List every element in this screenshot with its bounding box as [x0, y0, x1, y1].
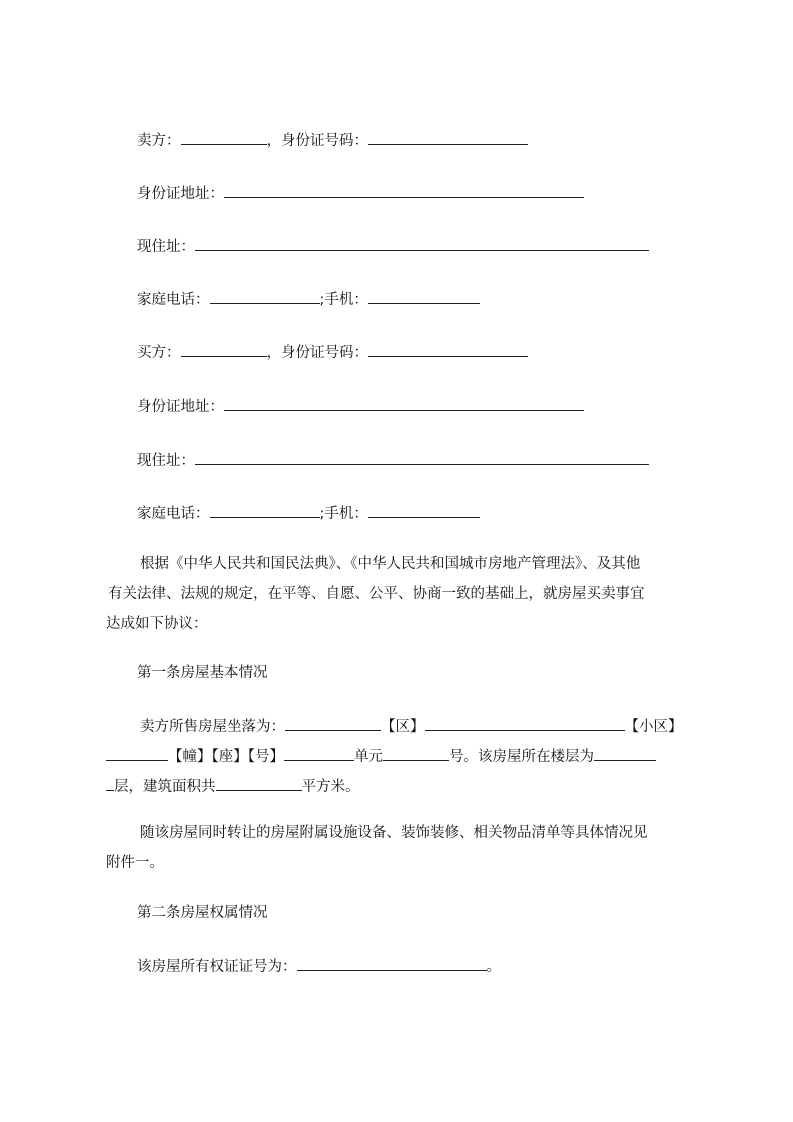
location-row-1: [106, 712, 706, 742]
buyer-label: 买方：: [137, 345, 181, 361]
seller-current-address-label: 现住址：: [137, 239, 195, 255]
buyer-id-label: ，身份证号码：: [266, 345, 368, 361]
attached-items-paragraph: [106, 818, 706, 878]
buyer-name-field[interactable]: [181, 342, 267, 357]
area-field[interactable]: [216, 776, 302, 791]
buyer-mobile-field[interactable]: [368, 503, 480, 518]
seller-id-label: ，身份证号码：: [266, 133, 368, 149]
location-row-2: [106, 742, 706, 772]
seller-mobile-label: ;手机：: [319, 292, 368, 308]
article1-location-paragraph: [106, 712, 706, 802]
certificate-suffix: 。: [486, 959, 501, 975]
seller-phone-field[interactable]: [210, 289, 320, 304]
attached-line-1: 随该房屋同时转让的房屋附属设施设备、装饰装修、相关物品清单等具体情况见: [140, 825, 648, 841]
seller-line: [137, 130, 528, 152]
district-field[interactable]: [425, 716, 625, 731]
community-field[interactable]: [106, 746, 168, 761]
seller-id-field[interactable]: [368, 130, 528, 145]
article2-heading: 第二条房屋权属情况: [137, 905, 268, 921]
seller-phone-label: 家庭电话：: [137, 292, 210, 308]
building-label: 【幢】【座】【号】: [168, 749, 284, 765]
buyer-id-field[interactable]: [368, 342, 528, 357]
certificate-field[interactable]: [297, 956, 487, 971]
buyer-mobile-label: ;手机：: [319, 506, 368, 522]
seller-label: 卖方：: [137, 133, 181, 149]
location-row-3: [106, 772, 706, 802]
certificate-label: 该房屋所有权证证号为：: [137, 959, 297, 975]
seller-id-address-field[interactable]: [224, 183, 584, 198]
buyer-current-address-label: 现住址：: [137, 453, 195, 469]
certificate-line: [137, 956, 501, 978]
number-suffix: 号。该房屋所在楼层为: [449, 749, 594, 765]
buyer-phone-label: 家庭电话：: [137, 506, 210, 522]
seller-name-field[interactable]: [181, 130, 267, 145]
location-field[interactable]: [285, 716, 381, 731]
buyer-phone-field[interactable]: [210, 503, 320, 518]
floor-suffix: 层，建筑面积共: [114, 779, 216, 795]
preamble-line-3: 达成如下协议：: [106, 616, 208, 632]
location-prefix: 卖方所售房屋坐落为：: [140, 719, 285, 735]
buyer-id-address-field[interactable]: [224, 396, 584, 411]
preamble-line-1: 根据《中华人民共和国民法典》、《中华人民共和国城市房地产管理法》、及其他: [140, 556, 641, 572]
area-suffix: 平方米。: [301, 779, 360, 795]
seller-current-address-field[interactable]: [195, 236, 649, 251]
seller-phone-line: [137, 289, 480, 311]
buyer-current-address-line: [137, 450, 649, 472]
buyer-line: [137, 342, 528, 364]
seller-current-address-line: [137, 236, 649, 258]
floor-field-cont[interactable]: [106, 776, 114, 791]
attached-line-2: 附件一。: [106, 855, 164, 871]
buyer-id-address-label: 身份证地址：: [137, 399, 224, 415]
buyer-phone-line: [137, 503, 480, 525]
community-label: 【小区】: [624, 719, 683, 735]
buyer-current-address-field[interactable]: [195, 450, 649, 465]
preamble-paragraph: [106, 549, 706, 639]
floor-field[interactable]: [594, 746, 656, 761]
building-field[interactable]: [284, 746, 354, 761]
seller-id-address-label: 身份证地址：: [137, 186, 224, 202]
seller-mobile-field[interactable]: [368, 289, 480, 304]
unit-label: 单元: [354, 749, 383, 765]
seller-id-address-line: [137, 183, 584, 205]
district-label: 【区】: [381, 719, 425, 735]
article1-heading: 第一条房屋基本情况: [137, 665, 268, 681]
buyer-id-address-line: [137, 396, 584, 418]
preamble-line-2: 有关法律、法规的规定，在平等、自愿、公平、协商一致的基础上，就房屋买卖事宜: [108, 586, 645, 602]
unit-field[interactable]: [383, 746, 449, 761]
